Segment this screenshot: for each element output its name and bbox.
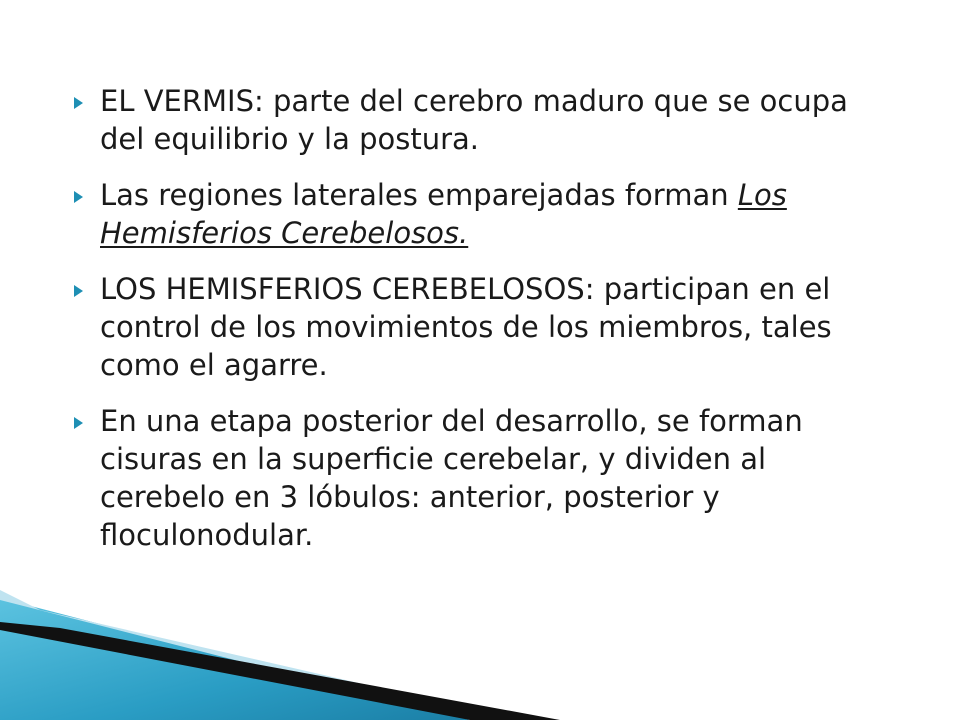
triangle-bullet-icon (74, 417, 83, 429)
bullet-text: LOS HEMISFERIOS CEREBELOSOS: participan en el control de los movimientos de los miembros, tales como el agarre. (100, 272, 832, 382)
corner-decoration (0, 570, 960, 720)
bullet-text: En una etapa posterior del desarrollo, se forman cisuras en la superficie cerebelar, y dividen al cerebelo en 3 lóbulos: anterior, posterior y floculonodular. (100, 404, 803, 552)
bullet-text: EL VERMIS: parte del cerebro maduro que se ocupa del equilibrio y la postura. (100, 84, 848, 156)
bullet-item-desarrollo (70, 402, 870, 554)
bullet-item-vermis (70, 82, 870, 158)
bullet-text: Las regiones laterales emparejadas forman (100, 178, 738, 212)
triangle-bullet-icon (74, 285, 83, 297)
bullet-text-wrapper (100, 176, 870, 252)
bullet-list (70, 82, 870, 572)
emphasized-term: Los Hemisferios Cerebelosos. (100, 178, 787, 250)
triangle-bullet-icon (74, 191, 83, 203)
bullet-item-regiones (70, 176, 870, 252)
triangle-bullet-icon (74, 97, 83, 109)
bullet-item-hemisferios (70, 270, 870, 384)
